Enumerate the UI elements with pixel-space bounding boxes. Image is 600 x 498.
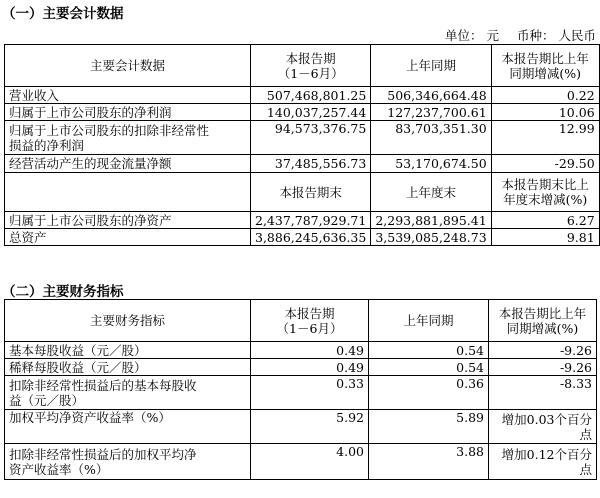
current-value: 3,886,245,636.35 (251, 229, 371, 246)
header-cell: 上年同期 (369, 300, 489, 342)
prior-value: 5.89 (369, 410, 489, 444)
prior-value: 53,170,674.50 (371, 155, 491, 173)
table-row (5, 342, 597, 359)
prior-value: 0.36 (369, 376, 489, 410)
prior-value: 127,237,700.61 (371, 104, 491, 121)
header-cell: 本报告期末比上 年度末增减(%) (491, 173, 599, 212)
currency-label: 币种： (516, 28, 555, 43)
unit-label: 单位： (444, 28, 483, 43)
prior-value: 506,346,664.48 (371, 87, 491, 104)
current-value: 5.92 (251, 410, 369, 444)
change-value: 增加0.12个百分 点 (489, 444, 597, 480)
header-cell: 上年同期 (371, 45, 491, 87)
row-label: 总资产 (5, 229, 251, 246)
prior-value: 3.88 (369, 444, 489, 480)
change-value: -29.50 (491, 155, 599, 173)
header-cell: 主要会计数据 (5, 45, 251, 87)
row-label: 归属于上市公司股东的扣除非经常性 损益的净利润 (5, 121, 251, 155)
table-header-row (5, 300, 597, 342)
table-row (5, 87, 600, 104)
current-value: 37,485,556.73 (251, 155, 371, 173)
change-value: -8.33 (489, 376, 597, 410)
accounting-data-table (4, 44, 600, 246)
prior-value: 3,539,085,248.73 (371, 229, 491, 246)
change-value: 0.22 (491, 87, 599, 104)
table-header-row (5, 173, 600, 212)
table-row (5, 121, 600, 155)
current-value: 507,468,801.25 (251, 87, 371, 104)
current-value: 140,037,257.44 (251, 104, 371, 121)
current-value: 0.49 (251, 359, 369, 376)
change-value: 6.27 (491, 212, 599, 229)
row-label: 加权平均净资产收益率（%） (5, 410, 251, 444)
row-label: 经营活动产生的现金流量净额 (5, 155, 251, 173)
row-label: 营业收入 (5, 87, 251, 104)
section1-title: （一）主要会计数据 (2, 6, 124, 22)
change-value: -9.26 (489, 342, 597, 359)
unit-currency-line (441, 26, 596, 44)
table-row (5, 444, 597, 480)
prior-value: 0.54 (369, 342, 489, 359)
header-cell: 本报告期比上年 同期增减(%) (489, 300, 597, 342)
table-row (5, 359, 597, 376)
current-value: 94,573,376.75 (251, 121, 371, 155)
header-cell: 本报告期 （1－6月） (251, 300, 369, 342)
current-value: 4.00 (251, 444, 369, 480)
unit-value: 元 (486, 28, 499, 43)
table-row (5, 104, 600, 121)
row-label: 扣除非经常性损益后的加权平均净 资产收益率（%） (5, 444, 251, 480)
header-cell: 主要财务指标 (5, 300, 251, 342)
prior-value: 0.54 (369, 359, 489, 376)
change-value: 增加0.03个百分 点 (489, 410, 597, 444)
financial-indicators-table (4, 299, 597, 480)
prior-value: 83,703,351.30 (371, 121, 491, 155)
row-label: 基本每股收益（元／股） (5, 342, 251, 359)
table-row (5, 376, 597, 410)
row-label: 归属于上市公司股东的净资产 (5, 212, 251, 229)
prior-value: 2,293,881,895.41 (371, 212, 491, 229)
change-value: 12.99 (491, 121, 599, 155)
current-value: 0.49 (251, 342, 369, 359)
change-value: -9.26 (489, 359, 597, 376)
row-label: 扣除非经常性损益后的基本每股收 益（元／股） (5, 376, 251, 410)
table-header-row (5, 45, 600, 87)
table-row (5, 410, 597, 444)
header-cell: 本报告期 （1－6月） (251, 45, 371, 87)
table-row (5, 212, 600, 229)
row-label: 归属于上市公司股东的净利润 (5, 104, 251, 121)
current-value: 0.33 (251, 376, 369, 410)
row-label: 稀释每股收益（元／股） (5, 359, 251, 376)
header-cell: 本报告期末 (251, 173, 371, 212)
table-row (5, 155, 600, 173)
current-value: 2,437,787,929.71 (251, 212, 371, 229)
blank-header-cell (5, 173, 251, 212)
table-row (5, 229, 600, 246)
header-cell: 上年度末 (371, 173, 491, 212)
change-value: 9.81 (491, 229, 599, 246)
section2-title: （二）主要财务指标 (2, 284, 124, 300)
currency-value: 人民币 (558, 28, 596, 43)
change-value: 10.06 (491, 104, 599, 121)
header-cell: 本报告期比上年 同期增减(%) (491, 45, 599, 87)
